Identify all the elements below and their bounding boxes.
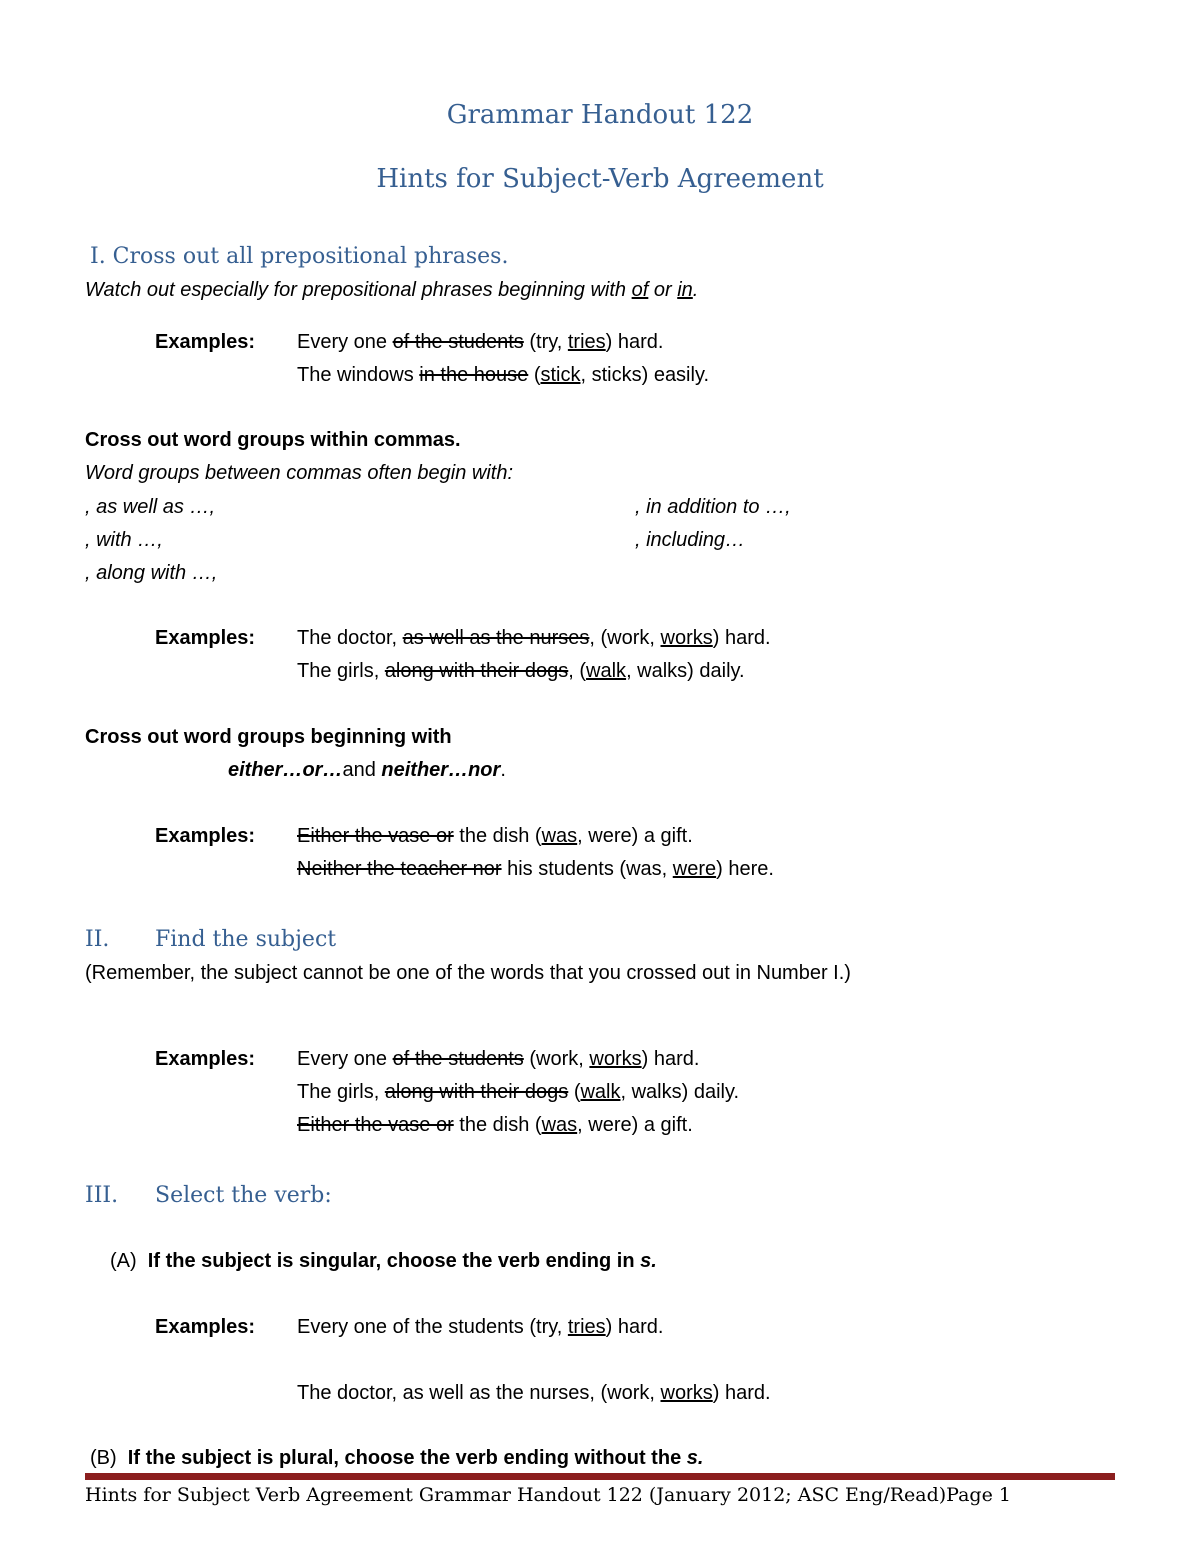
example-sentence: Either the vase or the dish (was, were) a gift. bbox=[297, 825, 693, 847]
example-sentence: The girls, along with their dogs, (walk, walks) daily. bbox=[297, 660, 745, 682]
comma-item: , including… bbox=[635, 529, 746, 551]
section-3-heading: Select the verb: bbox=[155, 1183, 332, 1208]
examples-label: Examples: bbox=[155, 1316, 256, 1338]
comma-item: , in addition to …, bbox=[635, 496, 791, 518]
example-sentence: Every one of the students (work, works) hard. bbox=[297, 1048, 700, 1070]
comma-item: , with …, bbox=[85, 529, 163, 551]
rule-a: (A) If the subject is singular, choose the verb ending in s. bbox=[110, 1250, 657, 1272]
footer-text: Hints for Subject Verb Agreement Grammar Handout 122 (January 2012; ASC Eng/Read)Page 1 bbox=[85, 1484, 1011, 1506]
section-1-note: Watch out especially for prepositional phrases beginning with of or in. bbox=[85, 279, 699, 301]
examples-label: Examples: bbox=[155, 331, 256, 353]
page-subtitle: Hints for Subject-Verb Agreement bbox=[376, 164, 824, 194]
example-sentence: The windows in the house (stick, sticks) easily. bbox=[297, 364, 710, 386]
either-subheading: either…or…and neither…nor. bbox=[228, 759, 506, 781]
footer-rule bbox=[85, 1473, 1115, 1480]
example-sentence: Either the vase or the dish (was, were) a gift. bbox=[297, 1114, 693, 1136]
comma-item: , as well as …, bbox=[85, 496, 216, 518]
example-sentence: Every one of the students (try, tries) hard. bbox=[297, 1316, 664, 1338]
example-sentence: The doctor, as well as the nurses, (work, works) hard. bbox=[297, 1382, 771, 1404]
commas-heading: Cross out word groups within commas. bbox=[85, 429, 461, 451]
commas-note: Word groups between commas often begin with: bbox=[85, 462, 513, 484]
section-2-number: II. bbox=[85, 927, 110, 952]
section-3-number: III. bbox=[85, 1183, 119, 1208]
section-2-heading: Find the subject bbox=[155, 927, 337, 952]
example-sentence: The doctor, as well as the nurses, (work, works) hard. bbox=[297, 627, 771, 649]
examples-label: Examples: bbox=[155, 1048, 256, 1070]
page-title: Grammar Handout 122 bbox=[446, 100, 754, 130]
example-sentence: The girls, along with their dogs (walk, walks) daily. bbox=[297, 1081, 740, 1103]
example-sentence: Every one of the students (try, tries) hard. bbox=[297, 331, 664, 353]
either-heading: Cross out word groups beginning with bbox=[85, 726, 452, 748]
examples-label: Examples: bbox=[155, 627, 256, 649]
comma-item: , along with …, bbox=[85, 562, 218, 584]
rule-b: (B) If the subject is plural, choose the verb ending without the s. bbox=[90, 1447, 704, 1469]
section-2-note: (Remember, the subject cannot be one of the words that you crossed out in Number I.) bbox=[85, 962, 851, 984]
examples-label: Examples: bbox=[155, 825, 256, 847]
example-sentence: Neither the teacher nor his students (was, were) here. bbox=[297, 858, 774, 880]
section-1-heading: I. Cross out all prepositional phrases. bbox=[90, 244, 509, 269]
